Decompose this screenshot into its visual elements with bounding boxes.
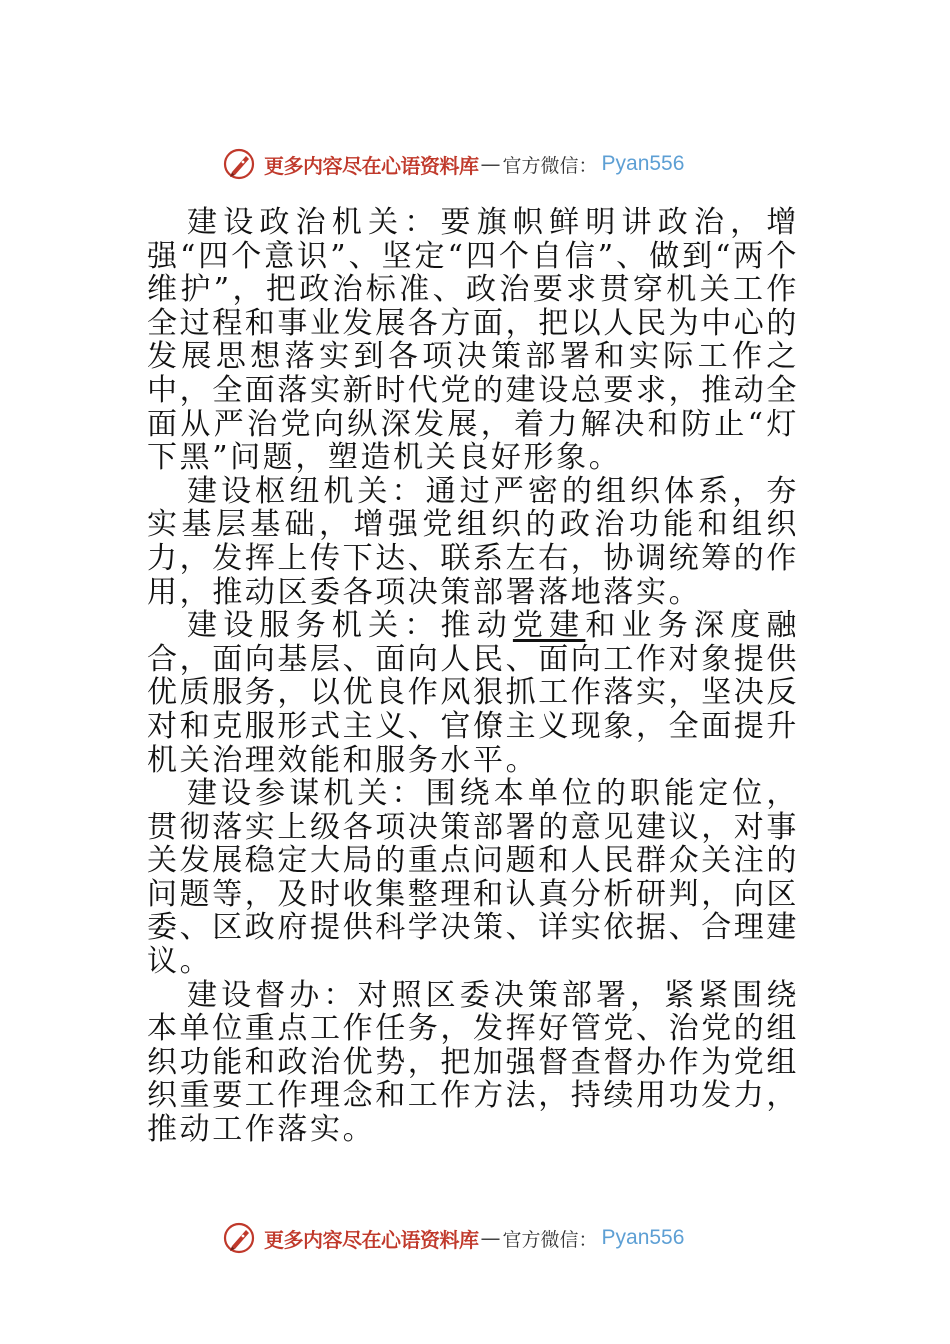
watermark-dash: — bbox=[480, 152, 501, 176]
paragraph-political-organ: 建设政治机关：要旗帜鲜明讲政治，增强“四个意识”、坚定“四个自信”、做到“两个维护”，把政治标准、政治要求贯穿机关工作全过程和事业发展各方面，把以人民为中心的发展思想落实到各项决策部署和实际工作之中，全面落实新时代党的建设总要求，推动全面从严治党向纵深发展，着力解决和防止“灯下黑”问题，塑造机关良好形象。 bbox=[147, 205, 799, 476]
document-body bbox=[147, 206, 799, 1147]
footer-watermark-banner bbox=[222, 1220, 684, 1256]
underlined-term: 党建 bbox=[512, 608, 586, 644]
watermark-dash: — bbox=[480, 1226, 501, 1250]
paragraph-service-rest: 和业务深度融合，面向基层、面向人民、面向工作对象提供优质服务，以优良作风狠抓工作落实，坚决反对和克服形式主义、官僚主义现象，全面提升机关治理效能和服务水平。 bbox=[147, 608, 800, 778]
paragraph-hub-organ: 建设枢纽机关：通过严密的组织体系，夯实基层基础，增强党组织的政治功能和组织力，发挥上传下达、联系左右，协调统筹的作用，推动区委各项决策部署落地落实。 bbox=[147, 473, 799, 610]
watermark-wechat-id: Pyan556 bbox=[601, 152, 685, 175]
watermark-wechat-id: Pyan556 bbox=[601, 1226, 685, 1249]
paragraph-service-organ bbox=[147, 609, 799, 777]
watermark-wechat-label: 官方微信： bbox=[502, 1228, 598, 1251]
pen-logo-icon bbox=[222, 146, 258, 182]
watermark-brand-text: 更多内容尽在心语资料库 bbox=[264, 1227, 479, 1252]
watermark-wechat-label: 官方微信： bbox=[502, 154, 598, 177]
paragraph-advisory-organ: 建设参谋机关：围绕本单位的职能定位，贯彻落实上级各项决策部署的意见建议，对事关发展稳定大局的重点问题和人民群众关注的问题等，及时收集整理和认真分析研判，向区委、区政府提供科学决策、详实依据、合理建议。 bbox=[147, 776, 799, 980]
header-watermark-banner bbox=[222, 146, 684, 182]
paragraph-service-lead: 建设服务机关：推动 bbox=[187, 608, 513, 644]
pen-logo-icon bbox=[222, 1220, 258, 1256]
paragraph-supervision: 建设督办：对照区委决策部署，紧紧围绕本单位重点工作任务，发挥好管党、治党的组织功能和政治优势，把加强督查督办作为党组织重要工作理念和工作方法，持续用功发力，推动工作落实。 bbox=[147, 977, 799, 1148]
watermark-brand-text: 更多内容尽在心语资料库 bbox=[264, 153, 479, 178]
